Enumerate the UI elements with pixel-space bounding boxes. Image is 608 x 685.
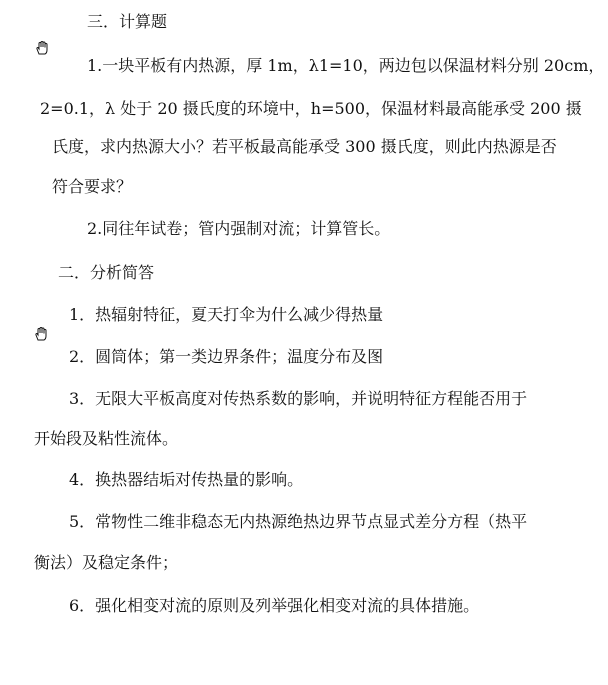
answer-item-3-cont: 开始段及粘性流体。 <box>34 429 179 448</box>
answer-item-5: 5．常物性二维非稳态无内热源绝热边界节点显式差分方程（热平 <box>69 512 528 531</box>
answer-item-5-cont: 衡法）及稳定条件； <box>34 553 179 572</box>
section3-heading: 三．计算题 <box>87 12 168 31</box>
q1-line-4: 符合要求？ <box>52 177 133 196</box>
q1-line-1: 1.一块平板有内热源，厚 1m，λ1=10，两边包以保温材料分别 20cm， <box>87 56 605 75</box>
hand-cursor-icon <box>33 326 49 342</box>
answer-item-1: 1．热辐射特征，夏天打伞为什么减少得热量 <box>69 305 384 324</box>
answer-item-6: 6．强化相变对流的原则及列举强化相变对流的具体措施。 <box>69 596 480 615</box>
section2-heading: 二．分析简答 <box>58 263 155 282</box>
answer-item-2: 2．圆筒体；第一类边界条件；温度分布及图 <box>69 347 384 366</box>
q1-line-2: 2=0.1，λ 处于 20 摄氏度的环境中，h=500，保温材料最高能承受 200 摄 <box>40 99 582 118</box>
answer-item-4: 4．换热器结垢对传热量的影响。 <box>69 470 304 489</box>
q2-text: 2.同往年试卷；管内强制对流；计算管长。 <box>87 219 391 238</box>
hand-cursor-icon <box>34 40 50 56</box>
q1-line-3: 氏度，求内热源大小？若平板最高能承受 300 摄氏度，则此内热源是否 <box>52 137 557 156</box>
answer-item-3: 3．无限大平板高度对传热系数的影响，并说明特征方程能否用于 <box>69 389 528 408</box>
